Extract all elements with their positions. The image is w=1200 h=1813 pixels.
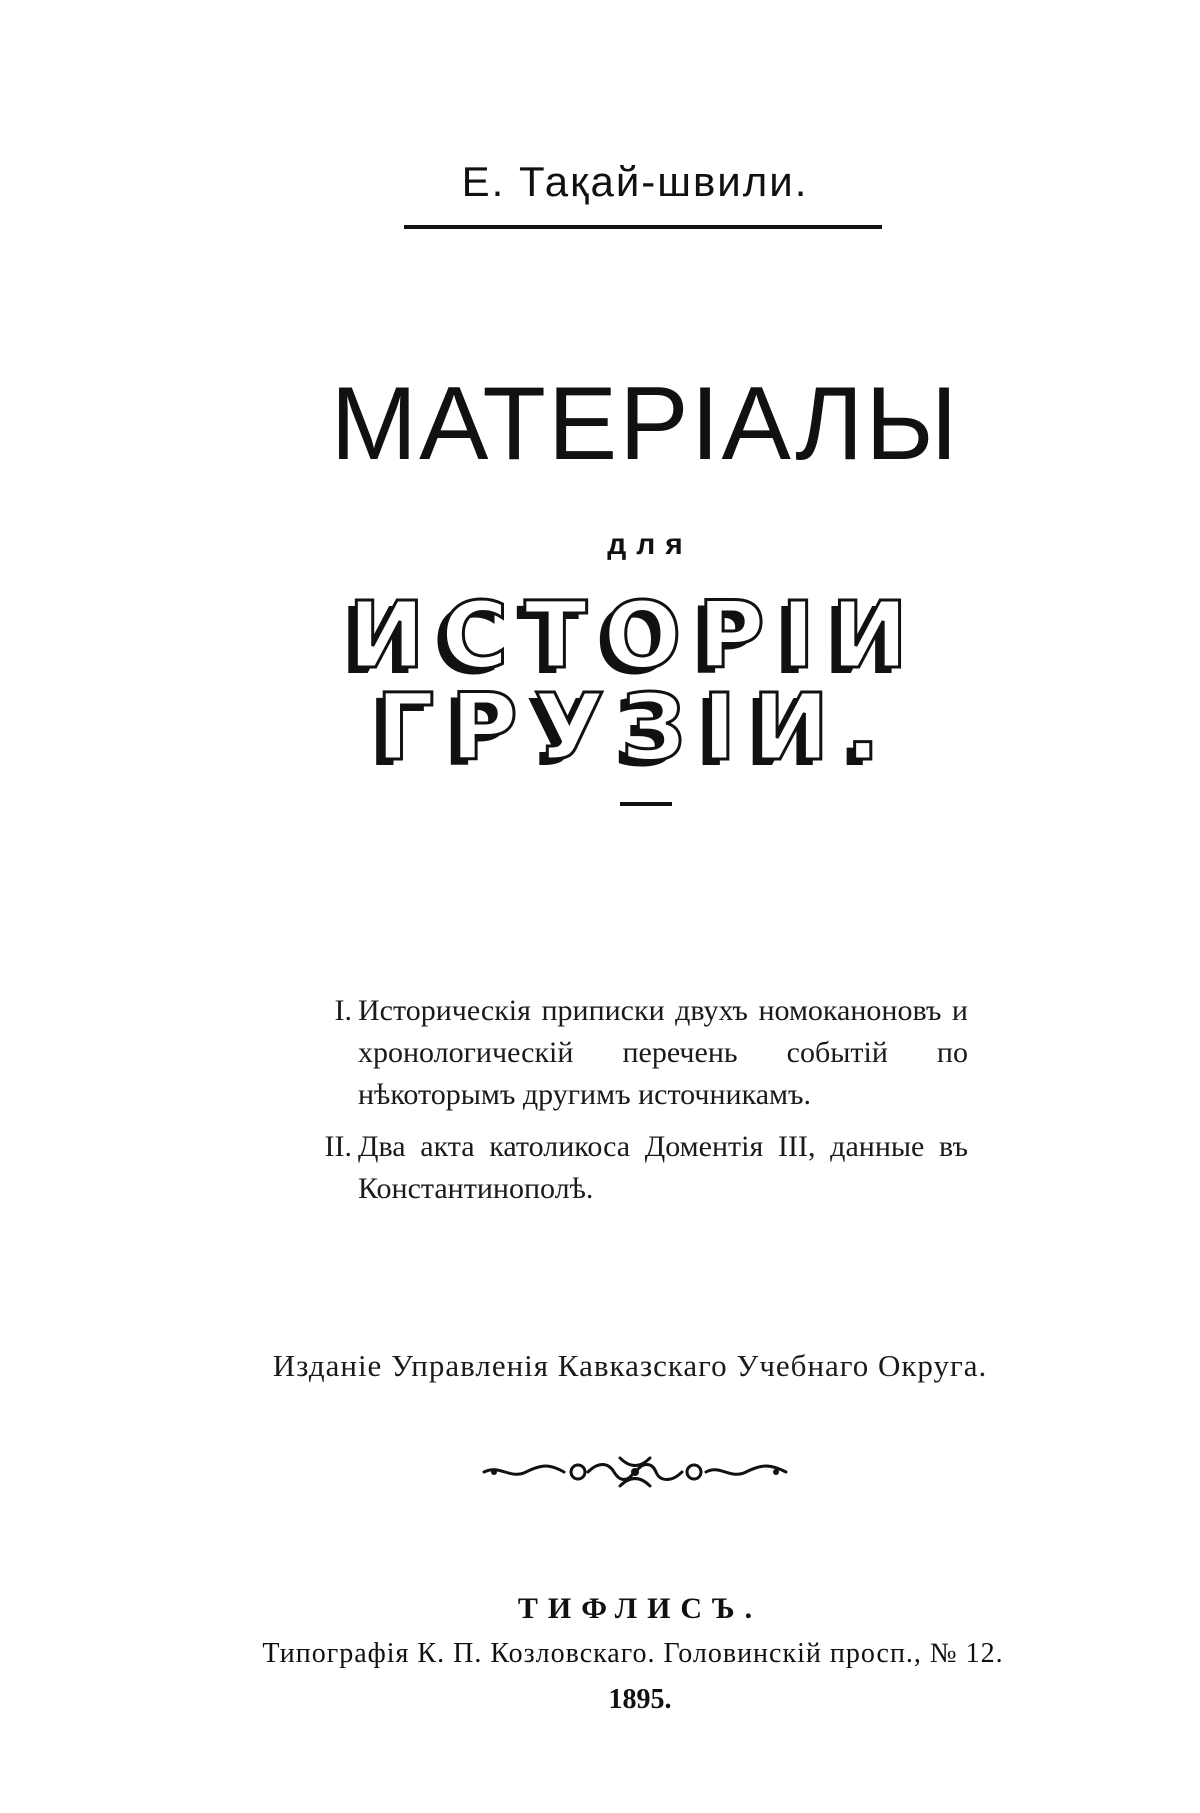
- title-subject: ИСТОРІИ ГРУЗІИ.: [347, 582, 925, 781]
- publisher-line: Изданіе Управленія Кавказскаго Учебнаго Округа.: [272, 1348, 988, 1383]
- contents-item-number: I.: [334, 994, 352, 1027]
- author-name: Е. Тақай-швили.: [461, 158, 809, 205]
- imprint-printer: Типографія К. П. Козловскаго. Головинскій просп., № 12.: [262, 1638, 1004, 1669]
- contents-item: [308, 1126, 968, 1210]
- contents-item-number: II.: [324, 1130, 352, 1163]
- contents-item: [308, 990, 968, 1116]
- section-divider: [620, 802, 672, 806]
- contents-item-text: Историческія приписки двухъ номоканоновъ и хронологическій перечень событій по нѣкоторымъ другимъ источникамъ.: [358, 994, 968, 1111]
- imprint-city: ТИФЛИСЪ.: [517, 1592, 763, 1625]
- imprint-year: 1895.: [608, 1684, 672, 1715]
- author-underline: [404, 225, 882, 229]
- printer-ornament-icon: [480, 1450, 790, 1494]
- title-main: МАТЕРІАЛЫ: [330, 366, 960, 482]
- title-connector: для: [607, 528, 693, 561]
- contents-item-text: Два акта католикоса Доментія III, данные въ Константинополѣ.: [358, 1130, 968, 1205]
- contents-list: [308, 990, 968, 1220]
